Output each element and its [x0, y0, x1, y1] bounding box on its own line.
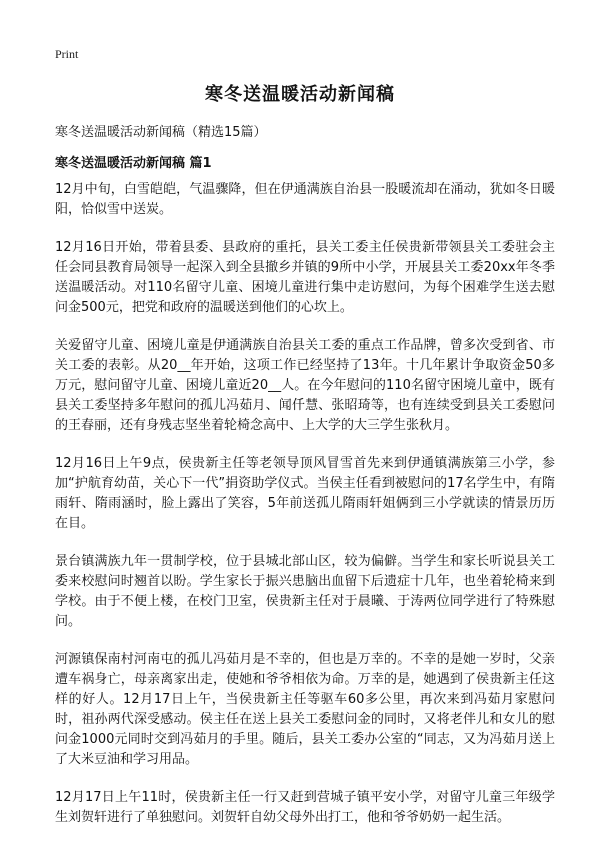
document-subtitle: 寒冬送温暖活动新闻稿（精选15篇） — [55, 125, 267, 140]
article-paragraph: 12月17日上午11时，侯贵新主任一行又赶到营城子镇平安小学，对留守儿童三年级学生刘贺轩进行了单独慰问。刘贺轩自幼父母外出打工，他和爷爷奶奶一起生活。 — [55, 790, 555, 825]
document-title: 寒冬送温暖活动新闻稿 — [205, 84, 395, 105]
article-paragraph: 12月16日上午9点，侯贵新主任等老领导顶风冒雪首先来到伊通镇满族第三小学，参加“护航育幼苗，关心下一代”捐资助学仪式。当侯主任看到被慰问的17名学生中，有隋雨轩、隋雨涵时，脸上露出了笑容，5年前送孤儿隋雨轩姐俩到三小学就读的情景历历在目。 — [55, 456, 555, 531]
article-paragraph: 河源镇保南村河南屯的孤儿冯茹月是不幸的，但也是万幸的。不幸的是她一岁时，父亲遭车祸身亡，母亲离家出走，使她和爷爷相依为命。万幸的是，她遇到了侯贵新主任这样的好人。12月17日上午，当侯贵新主任等驱车60多公里，再次来到冯茹月家慰问时，祖孙两代深受感动。侯主任在送上县关工委慰问金的同时，又将老伴儿和女儿的慰问金1000元同时交到冯茹月的手里。随后，县关工委办公室的“同志，又为冯茹月送上了大米豆油和学习用品。 — [55, 652, 555, 767]
article-paragraph: 关爱留守儿童、困境儿童是伊通满族自治县关工委的重点工作品牌，曾多次受到省、市关工委的表彰。从20__年开始，这项工作已经坚持了13年。十几年累计争取资金50多万元，慰问留守儿童、困境儿童近20__人。在今年慰问的110名留守困境儿童中，既有县关工委坚持多年慰问的孤儿冯茹月、闻仟慧、张昭琦等，也有连续受到县关工委慰问的王春丽，还有身残志坚坐着轮椅念高中、上大学的大三学生张秋月。 — [55, 338, 555, 433]
section-heading: 寒冬送温暖活动新闻稿 篇1 — [55, 156, 212, 171]
article-paragraph: 12月中旬，白雪皑皑，气温骤降，但在伊通满族自治县一股暖流却在涌动，犹如冬日暖阳，恰似雪中送炭。 — [55, 182, 555, 217]
article-body — [55, 180, 555, 846]
print-link[interactable]: Print — [55, 47, 79, 61]
article-paragraph: 12月16日开始，带着县委、县政府的重托，县关工委主任侯贵新带领县关工委驻会主任会同县教育局领导一起深入到全县撤乡并镇的9所中小学，开展县关工委20xx年冬季送温暖活动。对110名留守儿童、困境儿童进行集中走访慰问，为每个困难学生送去慰问金500元，把党和政府的温暖送到他们的心坎上。 — [55, 240, 555, 315]
article-paragraph: 景台镇满族九年一贯制学校，位于县城北部山区，较为偏僻。当学生和家长听说县关工委来校慰问时翘首以盼。学生家长于振兴患脑出血留下后遗症十几年，也坐着轮椅来到学校。由于不便上楼，在校门卫室，侯贵新主任对于晨曦、于涛两位同学进行了特殊慰问。 — [55, 554, 555, 629]
